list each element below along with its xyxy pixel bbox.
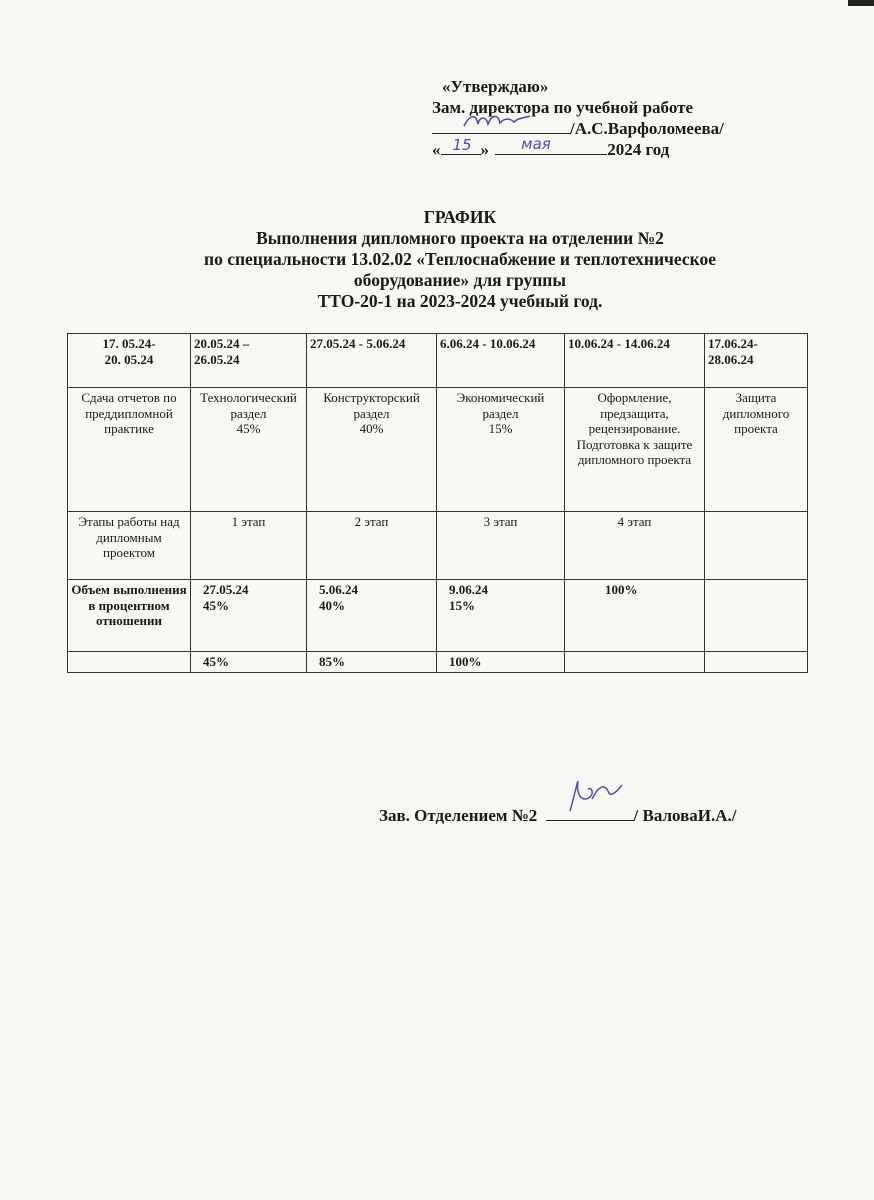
date-month: мая [521, 135, 551, 153]
footer-sign-name: / ВаловаИ.А./ [633, 806, 737, 825]
header-cell: 27.05.24 - 5.06.24 [307, 334, 437, 388]
stage-cell: 4 этап [565, 512, 705, 580]
title-heading: ГРАФИК [423, 207, 497, 227]
document-title [60, 207, 860, 312]
cumulative-cell [68, 652, 191, 673]
approval-date-line [432, 135, 762, 160]
header-cell: 6.06.24 - 10.06.24 [437, 334, 565, 388]
cumulative-cell: 85% [307, 652, 437, 673]
stage-cell: Этапы работы над дипломным проектом [68, 512, 191, 580]
cumulative-row [68, 652, 808, 673]
task-cell: Защита дипломного проекта [705, 388, 808, 512]
date-close-quote: » [480, 140, 489, 159]
approval-position: Зам. директора по учебной работе [432, 98, 693, 117]
stages-row [68, 512, 808, 580]
title-line-4: ТТО-20-1 на 2023-2024 учебный год. [317, 291, 603, 311]
volume-cell: 5.06.24 40% [307, 580, 437, 652]
task-cell: Оформление, предзащита, рецензирование. Подготовка к защите дипломного проекта [565, 388, 705, 512]
header-cell: 17.06.24- 28.06.24 [705, 334, 808, 388]
volume-cell: 27.05.24 45% [191, 580, 307, 652]
volume-cell: 9.06.24 15% [437, 580, 565, 652]
approval-signature-line [432, 118, 762, 139]
title-line-1: Выполнения дипломного проекта на отделении №2 [256, 228, 664, 248]
header-cell: 20.05.24 – 26.05.24 [191, 334, 307, 388]
date-day: 15 [452, 136, 472, 154]
header-cell: 10.06.24 - 14.06.24 [565, 334, 705, 388]
cumulative-cell [565, 652, 705, 673]
date-open-quote: « [432, 140, 441, 159]
approval-block [432, 76, 762, 160]
date-month-blank [495, 135, 607, 155]
approval-signature-icon [462, 110, 532, 132]
header-row [68, 334, 808, 388]
task-cell: Конструкторский раздел 40% [307, 388, 437, 512]
volume-cell: Объем выполнения в процентном отношении [68, 580, 191, 652]
stage-cell [705, 512, 808, 580]
footer-signature-icon [564, 777, 624, 819]
stage-cell: 3 этап [437, 512, 565, 580]
footer-sign-label: Зав. Отделением №2 [379, 806, 538, 825]
volume-cell [705, 580, 808, 652]
date-day-blank [441, 136, 481, 155]
title-line-3: оборудование» для группы [353, 270, 567, 290]
schedule-table [67, 333, 808, 673]
title-line-2: по специальности 13.02.02 «Теплоснабжение и теплотехническое [203, 249, 717, 269]
task-cell: Сдача отчетов по преддипломной практике [68, 388, 191, 512]
scan-corner-mark [848, 0, 874, 6]
header-cell: 17. 05.24- 20. 05.24 [68, 334, 191, 388]
footer-signature-blank [546, 805, 634, 821]
task-cell: Экономический раздел 15% [437, 388, 565, 512]
volume-row [68, 580, 808, 652]
signature-blank [432, 118, 570, 134]
cumulative-cell: 45% [191, 652, 307, 673]
volume-cell: 100% [565, 580, 705, 652]
footer-signature-line [379, 805, 737, 826]
stage-cell: 2 этап [307, 512, 437, 580]
task-cell: Технологический раздел 45% [191, 388, 307, 512]
stage-cell: 1 этап [191, 512, 307, 580]
approval-name: /А.С.Варфоломеева/ [570, 119, 724, 138]
cumulative-cell [705, 652, 808, 673]
cumulative-cell: 100% [437, 652, 565, 673]
date-year: 2024 год [607, 140, 670, 159]
tasks-row [68, 388, 808, 512]
approval-quote: «Утверждаю» [442, 77, 549, 96]
